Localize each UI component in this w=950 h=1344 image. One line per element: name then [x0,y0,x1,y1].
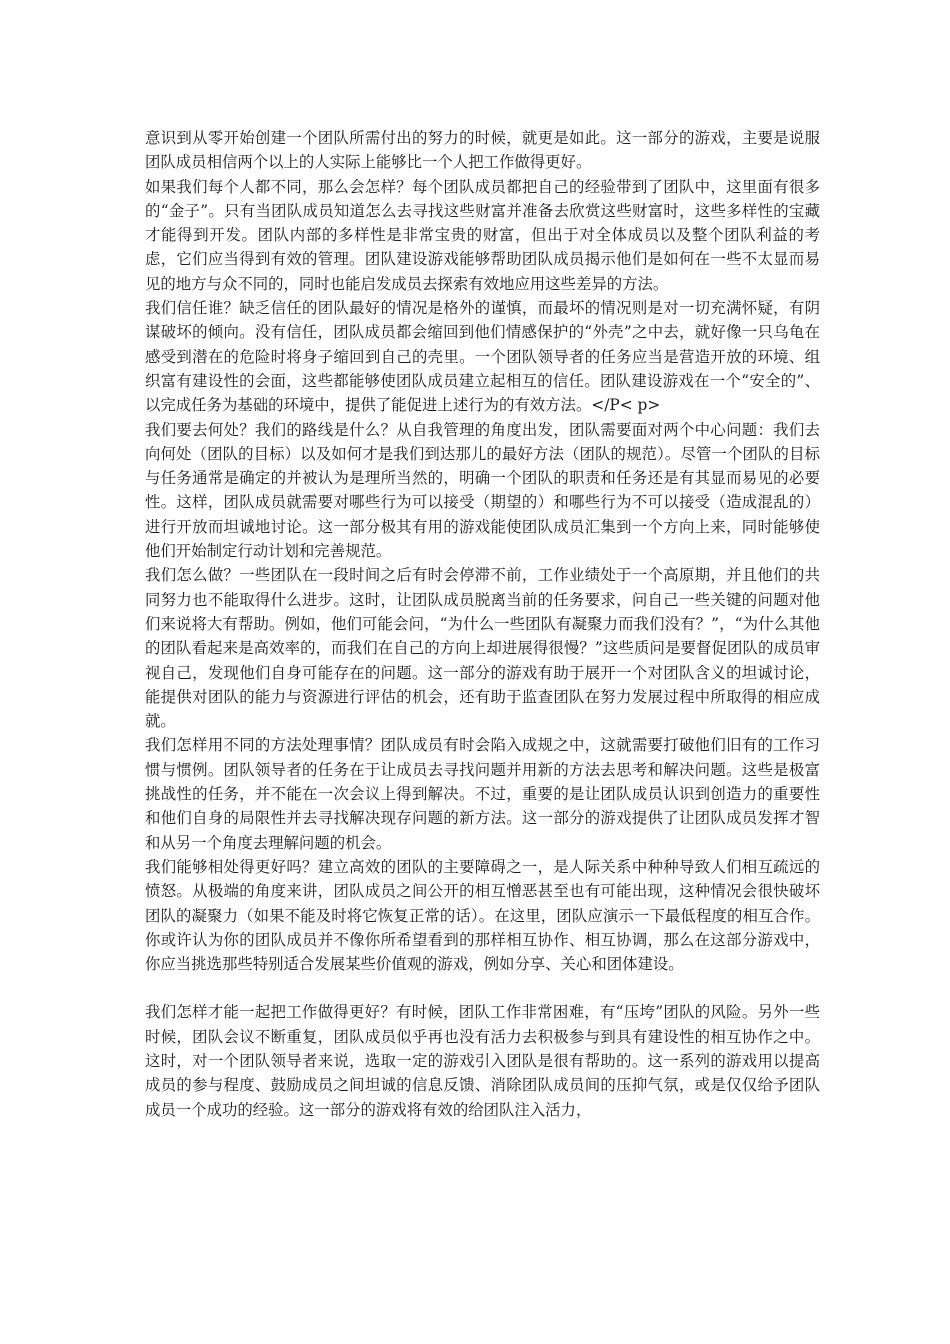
paragraph-working-together: 我们怎样才能一起把工作做得更好？有时候，团队工作非常困难，有“压垮”团队的风险。另外一些时候，团队会议不断重复，团队成员似乎再也没有活力去积极参与到具有建设性的相互协作之中。这时，对一个团队领导者来说，选取一定的游戏引入团队是很有帮助的。这一系列的游戏用以提高成员的参与程度、鼓励成员之间坦诚的信息反馈、消除团队成员间的压抑气氛，或是仅仅给予团队成员一个成功的经验。这一部分的游戏将有效的给团队注入活力， [145,1003,820,1119]
paragraph-direction: 我们要去何处？我们的路线是什么？从自我管理的角度出发，团队需要面对两个中心问题：我们去向何处（团队的目标）以及如何才是我们到达那儿的最好方法（团队的规范）。尽管一个团队的目标与任务通常是确定的并被认为是理所当然的，明确一个团队的职责和任务还是有其显而易见的必要性。这样，团队成员就需要对哪些行为可以接受（期望的）和哪些行为不可以接受（造成混乱的）进行开放而坦诚地讨论。这一部分极其有用的游戏能使团队成员汇集到一个方向上来，同时能够使他们开始制定行动计划和完善规范。 [145,420,820,561]
paragraph-performance: 我们怎么做？一些团队在一段时间之后有时会停滞不前，工作业绩处于一个高原期，并且他们的共同努力也不能取得什么进步。这时，让团队成员脱离当前的任务要求，问自己一些关键的问题对他们来说将大有帮助。例如，他们可能会问，“为什么一些团队有凝聚力而我们没有？”，“为什么其他的团队看起来是高效率的，而我们在自己的方向上却进展得很慢？”这些质问是要督促团队的成员审视自己，发现他们自身可能存在的问题。这一部分的游戏有助于展开一个对团队含义的坦诚讨论，能提供对团队的能力与资源进行评估的机会，还有助于监查团队在努力发展过程中所取得的相应成就。 [145,566,820,731]
paragraph-trust: 我们信任谁？缺乏信任的团队最好的情况是格外的谨慎，而最坏的情况则是对一切充满怀疑，有阴谋破坏的倾向。没有信任，团队成员都会缩回到他们情感保护的“外壳”之中去，就好像一只乌龟在感受到潜在的危险时将身子缩回到自己的壳里。一个团队领导者的任务应当是营造开放的环境、组织富有建设性的会面，这些都能够使团队成员建立起相互的信任。团队建设游戏在一个“安全的”、以完成任务为基础的环境中，提供了能促进上述行为的有效方法。</P< p> [145,299,820,415]
document-body [145,126,820,1122]
paragraph-relationships: 我们能够相处得更好吗？建立高效的团队的主要障碍之一，是人际关系中种种导致人们相互疏远的愤怒。从极端的角度来讲，团队成员之间公开的相互憎恶甚至也有可能出现，这种情况会很快破坏团队的凝聚力（如果不能及时将它恢复正常的话）。在这里，团队应演示一下最低程度的相互合作。你或许认为你的团队成员并不像你所希望看到的那样相互协作、相互协调，那么在这部分游戏中，你应当挑选那些特别适合发展某些价值观的游戏，例如分享、关心和团体建设。 [145,857,820,974]
paragraph-teamwork-effort: 意识到从零开始创建一个团队所需付出的努力的时候，就更是如此。这一部分的游戏，主要是说服团队成员相信两个以上的人实际上能够比一个人把工作做得更好。 [145,129,820,172]
paragraph-spacer [145,976,820,1000]
paragraph-diversity: 如果我们每个人都不同，那么会怎样？每个团队成员都把自己的经验带到了团队中，这里面有很多的“金子”。只有当团队成员知道怎么去寻找这些财富并准备去欣赏这些财富时，这些多样性的宝藏才能得到开发。团队内部的多样性是非常宝贵的财富，但出于对全体成员以及整个团队利益的考虑，它们应当得到有效的管理。团队建设游戏能够帮助团队成员揭示他们是如何在一些不太显而易见的地方与众不同的，同时也能启发成员去探索有效地应用这些差异的方法。 [145,177,820,293]
paragraph-new-methods: 我们怎样用不同的方法处理事情？团队成员有时会陷入成规之中，这就需要打破他们旧有的工作习惯与惯例。团队领导者的任务在于让成员去寻找问题并用新的方法去思考和解决问题。这些是极富挑战性的任务，并不能在一次会议上得到解决。不过，重要的是让团队成员认识到创造力的重要性和他们自身的局限性并去寻找解决现存问题的新方法。这一部分的游戏提供了让团队成员发挥才智和从另一个角度去理解问题的机会。 [145,736,820,852]
